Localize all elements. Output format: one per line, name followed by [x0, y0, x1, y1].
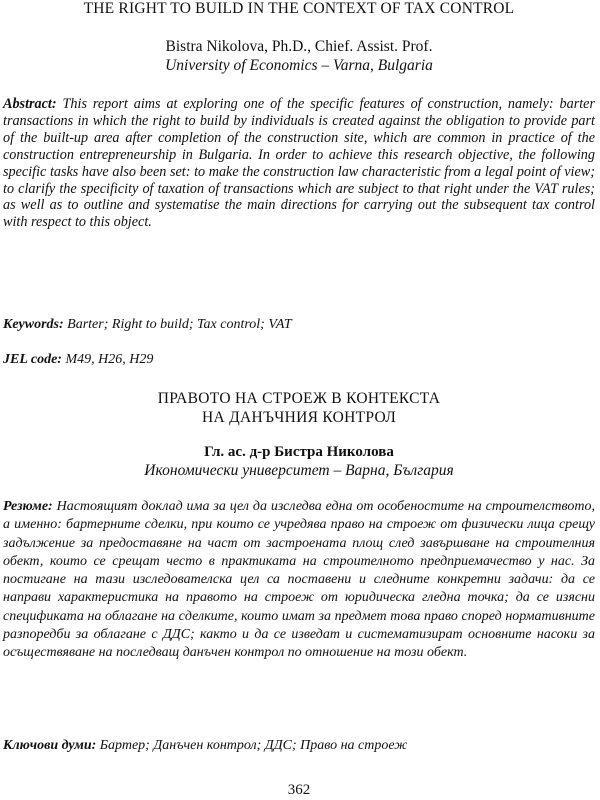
- abstract-label-en: Abstract:: [3, 96, 57, 112]
- keywords-bg: [3, 737, 595, 754]
- affiliation-bg: Икономически университет – Варна, България: [144, 462, 454, 479]
- keywords-text-bg: Бартер; Данъчен контрол; ДДС; Право на строеж: [99, 738, 408, 753]
- keywords-label-bg: Ключови думи:: [3, 738, 97, 753]
- abstract-text-bg: Настоящият доклад има за цел да изследва една от особеностите на строителството, а именно: бартерните сделки, при които се учредява право на строеж от физически лица срещу задължение за предоставяне на част от застроената площ след завършване на строителния обект, които се срещат често в практиката на строителното предприемачество у нас. За постигане на тази изследователска цел са поставени и следните конкретни задачи: да се направи характеристика на правото на строеж от юридическа гледна точка; да се изясни спецификата на облагане на сделките, които имат за предмет това право според нормативните разпоредби за облагане с ДДС; както и да се изведат и систематизират основните насоки за осъществяване на последващ данъчен контрол по отношение на този обект.: [3, 499, 596, 661]
- paper-title-bg-line1: ПРАВОТО НА СТРОЕЖ В КОНТЕКСТА: [157, 390, 441, 407]
- jel-label: JEL code:: [3, 352, 62, 367]
- paper-title-en: THE RIGHT TO BUILD IN THE CONTEXT OF TAX CONTROL: [83, 0, 515, 17]
- paper-title-bg: [3, 389, 595, 427]
- abstract-en: [3, 96, 595, 231]
- keywords-text-en: Barter; Right to build; Tax control; VAT: [67, 317, 292, 332]
- paper-title-bg-line2: НА ДАНЪЧНИЯ КОНТРОЛ: [201, 409, 397, 426]
- author-bg: Гл. ас. д-р Бистра Николова: [204, 444, 394, 460]
- abstract-bg: [3, 498, 595, 663]
- paper-page: [3, 0, 595, 800]
- affiliation-en: University of Economics – Varna, Bulgaria: [165, 57, 433, 74]
- abstract-text-en: This report aims at exploring one of the specific features of construction, namely: barter transactions in which the right to build by individuals is created against the obligation to provide part of the built-up area after completion of the construction site, which are common in practice of the construction entrepreneurship in Bulgaria. In order to achieve this research objective, the following specific tasks have also been set: to make the construction law characteristic from a legal point of view; to clarify the specificity of taxation of transactions which are subject to that right under the VAT rules; as well as to outline and systematise the main directions for carrying out the subsequent tax control with respect to this object.: [3, 96, 595, 231]
- page-number: 362: [287, 782, 311, 798]
- keywords-en: [3, 316, 595, 333]
- author-en: Bistra Nikolova, Ph.D., Chief. Assist. Prof.: [165, 38, 433, 55]
- jel-text: M49, H26, H29: [65, 352, 154, 367]
- keywords-label-en: Keywords:: [3, 317, 64, 332]
- jel-code: [3, 351, 595, 368]
- abstract-label-bg: Резюме:: [3, 499, 53, 514]
